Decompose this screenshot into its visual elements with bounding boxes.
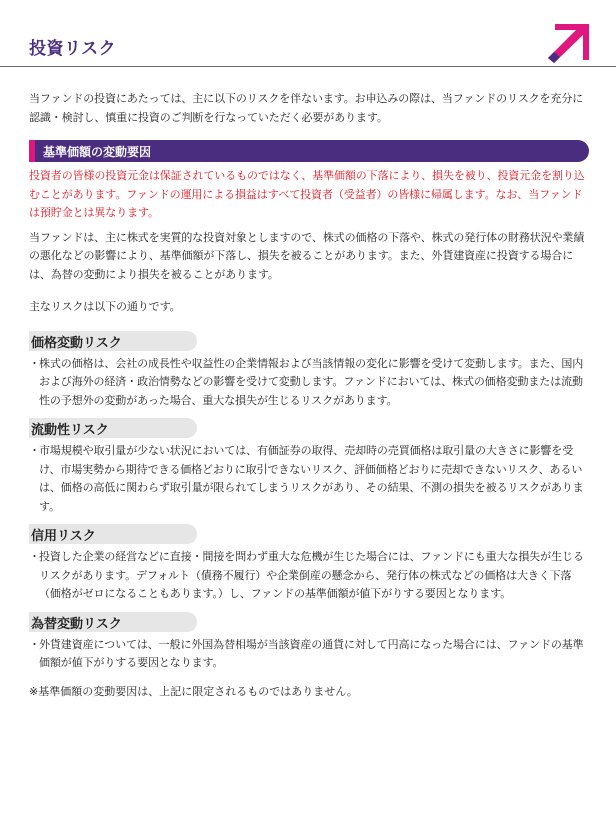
section-heading-accent <box>29 140 35 162</box>
warning-text: 投資者の皆様の投資元金は保証されているものではなく、基準価額の下落により、損失を被り、投資元金を割り込むことがあります。ファンドの運用による損益はすべて投資者（受益者）の皆様に帰属します。なお、当ファンドは預貯金とは異なります。 <box>29 169 585 219</box>
risk-item-price <box>29 355 589 411</box>
footnote: ※基準価額の変動要因は、上記に限定されるものではありません。 <box>29 684 358 698</box>
risk-heading-price <box>29 331 197 351</box>
risk-heading-currency <box>29 612 197 632</box>
risk-item-text: 外貨建資産については、一般に外国為替相場が当該資産の通貨に対して円高になった場合には、ファンドの基準価額が値下がりする要因となります。 <box>39 637 584 669</box>
brand-logo-icon <box>545 22 593 64</box>
main-risks-lead: 主なリスクは以下の通りです。 <box>29 300 181 313</box>
risk-heading-label: 信用リスク <box>31 529 96 544</box>
risk-heading-label: 為替変動リスク <box>31 616 122 632</box>
section-heading-title: 基準価額の変動要因 <box>43 145 152 159</box>
risk-heading-label: 流動性リスク <box>31 423 109 438</box>
section-heading <box>29 140 589 162</box>
risk-heading-credit <box>29 524 197 544</box>
risk-heading-label: 価格変動リスク <box>31 335 122 351</box>
risk-item-text: 投資した企業の経営などに直接・間接を問わず重大な危機が生じた場合には、ファンドにも重大な損失が生じるリスクがあります。デフォルト（債務不履行）や企業倒産の懸念から、発行体の株式などの価格は大きく下落（価格がゼロになることもあります。）し、ファンドの基準価額が値下がりする要因となります。 <box>39 550 584 600</box>
risk-heading-liquidity <box>29 418 197 438</box>
bullet-mark: ・ <box>29 444 40 457</box>
bullet-mark: ・ <box>29 550 40 563</box>
bullet-mark: ・ <box>29 356 40 370</box>
page-header <box>0 0 616 66</box>
risk-item-text: 株式の価格は、会社の成長性や収益性の企業情報および当該情報の変化に影響を受けて変動します。また、国内および海外の経済・政治情勢などの影響を受けて変動します。ファンドにおいては、株式の価格変動または流動性の予想外の変動があった場合、重大な損失が生じるリスクがあります。 <box>39 356 584 407</box>
header-divider <box>0 66 616 67</box>
risk-item-credit <box>29 548 589 604</box>
risk-item-liquidity <box>29 442 589 516</box>
risk-item-currency <box>29 636 589 673</box>
page-content <box>29 90 589 712</box>
bullet-mark: ・ <box>29 637 40 651</box>
page-title: 投資リスク <box>29 39 117 59</box>
intro-text: 当ファンドの投資にあたっては、主に以下のリスクを伴ないます。お申込みの際は、当ファンドのリスクを充分に認識・検討し、慎重に投資のご判断を行なっていただく必要があります。 <box>29 92 584 124</box>
section-body-text: 当ファンドは、主に株式を実質的な投資対象としますので、株式の価格の下落や、株式の発行体の財務状況や業績の悪化などの影響により、基準価額が下落し、損失を被ることがあります。また、外貨建資産に投資する場合には、為替の変動により損失を被ることがあります。 <box>29 230 585 281</box>
risk-item-text: 市場規模や取引量が少ない状況においては、有価証券の取得、売却時の売買価格は取引量の大きさに影響を受け、市場実勢から期待できる価格どおりに取引できないリスク、評価価格どおりに売却できないリスク、あるいは、価格の高低に関わらず取引量が限られてしまうリスクがあり、その結果、不測の損失を被るリスクがあります。 <box>39 444 584 513</box>
